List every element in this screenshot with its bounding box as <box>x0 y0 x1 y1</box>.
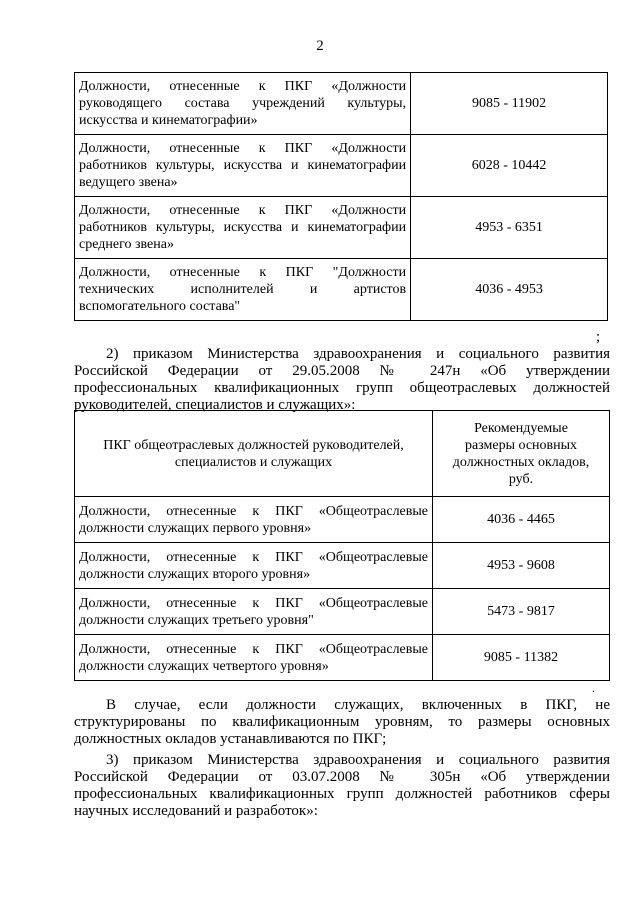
header-line: размеры основных <box>464 437 578 453</box>
table-row <box>75 497 610 543</box>
paragraph-order-3 <box>74 752 610 820</box>
cell-line: работников культуры, искусства и кинематографии <box>79 220 407 235</box>
position-group-cell <box>75 497 433 543</box>
salary-range-cell: 4953 - 9608 <box>433 543 610 589</box>
paragraph-line: профессиональных квалификационных групп должностей работников сферы <box>74 786 610 802</box>
cell-line: должности служащих третьего уровня" <box>79 612 314 628</box>
header-line: руб. <box>508 471 534 487</box>
cell-line: ведущего звена» <box>79 175 178 190</box>
position-group-cell <box>75 135 411 197</box>
position-group-cell <box>75 635 433 681</box>
salary-range-cell: 4953 - 6351 <box>411 197 608 259</box>
paragraph-line: структурированы по квалификационным уровням, то размеры основных <box>74 714 610 730</box>
cell-line: среднего звена» <box>79 237 174 252</box>
salary-range-cell: 5473 - 9817 <box>433 589 610 635</box>
salary-range-cell: 4036 - 4953 <box>411 259 608 321</box>
table-row <box>75 259 608 321</box>
cell-line: Должности, отнесенные к ПКГ «Должности <box>79 141 407 156</box>
cell-line: Должности, отнесенные к ПКГ «Общеотраслевые <box>79 549 428 565</box>
cell-line: Должности, отнесенные к ПКГ «Общеотраслевые <box>79 595 428 611</box>
cell-line: должности служащих второго уровня» <box>79 566 311 582</box>
cell-line: искусства и кинематографии» <box>79 113 258 128</box>
cell-line: руководящего состава учреждений культуры, <box>79 96 407 111</box>
header-line: ПКГ общеотраслевых должностей руководителей, <box>103 437 404 453</box>
paragraph-line: 3) приказом Министерства здравоохранения и социального развития <box>106 752 610 768</box>
cell-line: технических исполнителей и артистов <box>79 282 407 297</box>
cell-line: работников культуры, искусства и кинематографии <box>79 158 407 173</box>
salary-table-culture <box>74 72 608 321</box>
paragraph-line: научных исследований и разработок»: <box>74 803 318 819</box>
dot-mark: . <box>592 681 595 695</box>
paragraph-line: руководителей, специалистов и служащих»: <box>74 397 356 413</box>
position-group-cell <box>75 73 411 135</box>
position-group-cell <box>75 197 411 259</box>
table-header-row <box>75 411 610 497</box>
paragraph-line: 2) приказом Министерства здравоохранения и социального развития <box>106 346 610 362</box>
table-row <box>75 197 608 259</box>
table-row <box>75 73 608 135</box>
paragraph-line: В случае, если должности служащих, включенных в ПКГ, не <box>106 697 610 713</box>
header-salary-range <box>433 411 610 497</box>
salary-range-cell: 9085 - 11902 <box>411 73 608 135</box>
header-line: Рекомендуемые <box>474 420 568 436</box>
salary-table-general <box>74 410 610 681</box>
paragraph-order-2 <box>74 346 610 414</box>
cell-line: Должности, отнесенные к ПКГ «Должности <box>79 79 407 94</box>
cell-line: Должности, отнесенные к ПКГ «Должности <box>79 203 407 218</box>
header-line: должностных окладов, <box>452 454 590 470</box>
cell-line: Должности, отнесенные к ПКГ «Общеотраслевые <box>79 503 428 519</box>
salary-range-cell: 4036 - 4465 <box>433 497 610 543</box>
position-group-cell <box>75 543 433 589</box>
page-number: 2 <box>316 38 324 54</box>
paragraph-line: Российской Федерации от 29.05.2008 № 247н «Об утверждении <box>74 363 610 379</box>
header-line: специалистов и служащих <box>174 454 333 470</box>
cell-line: Должности, отнесенные к ПКГ "Должности <box>79 265 407 280</box>
position-group-cell <box>75 589 433 635</box>
cell-line: должности служащих первого уровня» <box>79 520 312 536</box>
salary-range-cell: 6028 - 10442 <box>411 135 608 197</box>
table-row <box>75 635 610 681</box>
table-row <box>75 135 608 197</box>
table-row <box>75 589 610 635</box>
paragraph-line: должностных окладов устанавливаются по ПКГ; <box>74 731 387 747</box>
paragraph-note <box>74 697 610 748</box>
paragraph-line: Российской Федерации от 03.07.2008 № 305н «Об утверждении <box>74 769 610 785</box>
cell-line: должности служащих четвертого уровня» <box>79 658 329 674</box>
table-row <box>75 543 610 589</box>
header-position-group <box>75 411 433 497</box>
cell-line: вспомогательного состава" <box>79 299 241 314</box>
position-group-cell <box>75 259 411 321</box>
semicolon-mark: ; <box>596 329 601 345</box>
salary-range-cell: 9085 - 11382 <box>433 635 610 681</box>
paragraph-line: профессиональных квалификационных групп общеотраслевых должностей <box>74 380 610 396</box>
cell-line: Должности, отнесенные к ПКГ «Общеотраслевые <box>79 641 428 657</box>
